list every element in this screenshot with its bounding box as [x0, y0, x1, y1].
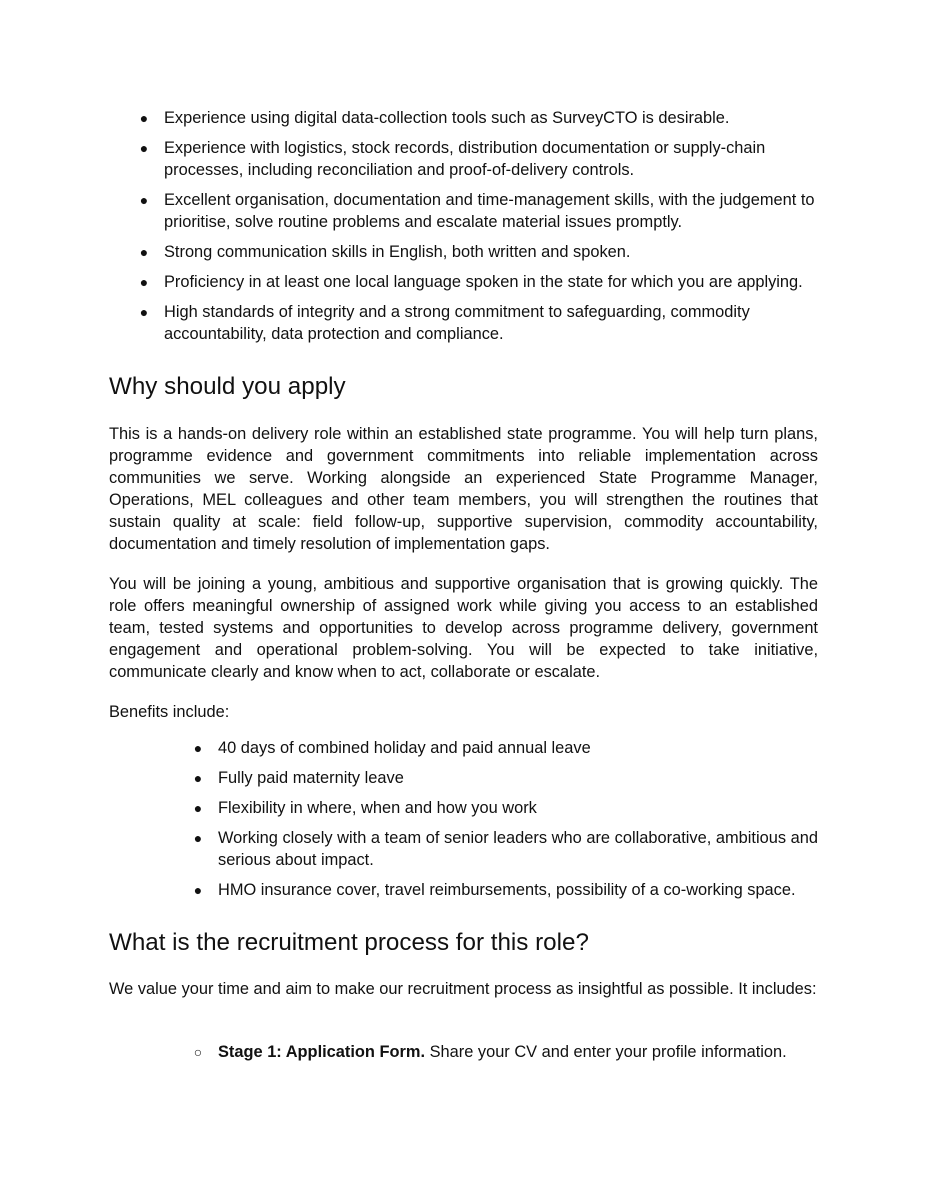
- why-apply-heading: Why should you apply: [109, 373, 346, 400]
- bullet-icon: ●: [139, 140, 149, 156]
- bullet-icon: ●: [139, 304, 149, 320]
- requirement-item: [109, 107, 819, 129]
- recruitment-process-heading: What is the recruitment process for this role?: [109, 929, 589, 956]
- benefit-text: 40 days of combined holiday and paid annual leave: [218, 739, 591, 757]
- benefit-text: Fully paid maternity leave: [218, 769, 404, 787]
- requirement-text: Experience using digital data-collection tools such as SurveyCTO is desirable.: [164, 109, 730, 127]
- requirement-text: Excellent organisation, documentation and time-management skills, with the judgement to prioritise, solve routine problems and escalate material issues promptly.: [164, 191, 815, 231]
- benefit-text: Working closely with a team of senior leaders who are collaborative, ambitious and serious about impact.: [218, 829, 818, 869]
- bullet-icon: ●: [193, 882, 203, 898]
- requirements-list: [109, 107, 819, 353]
- why-apply-paragraph-2: You will be joining a young, ambitious and supportive organisation that is growing quickly. The role offers meaningful ownership of assigned work while giving you access to an established team, tested systems and opportunities to develop across programme delivery, government engagement and operational problem-solving. You will be expected to take initiative, communicate clearly and know when to act, collaborate or escalate.: [109, 575, 818, 681]
- requirement-item: [109, 137, 819, 181]
- benefit-text: HMO insurance cover, travel reimbursements, possibility of a co-working space.: [218, 881, 796, 899]
- bullet-icon: ●: [193, 830, 203, 846]
- bullet-icon: ●: [139, 192, 149, 208]
- bullet-icon: ●: [193, 800, 203, 816]
- bullet-icon: ●: [139, 244, 149, 260]
- why-apply-paragraph-1: This is a hands-on delivery role within an established state programme. You will help turn plans, programme evidence and government commitments into reliable implementation across communities we serve. Working alongside an experienced State Programme Manager, Operations, MEL colleagues and other team members, you will strengthen the routines that sustain quality at scale: field follow-up, supportive supervision, commodity accountability, documentation and timely resolution of implementation gaps.: [109, 425, 818, 553]
- bullet-icon: ●: [139, 110, 149, 126]
- hollow-bullet-icon: ○: [193, 1044, 203, 1060]
- benefits-list: [163, 737, 818, 909]
- benefit-item: [163, 767, 818, 789]
- requirement-text: Experience with logistics, stock records, distribution documentation or supply-chain processes, including reconciliation and proof-of-delivery controls.: [164, 139, 766, 179]
- benefits-intro: Benefits include:: [109, 703, 230, 721]
- stage-label: Stage 1: Application Form.: [218, 1043, 426, 1061]
- bullet-icon: ●: [193, 770, 203, 786]
- benefit-item: [163, 737, 818, 759]
- benefit-item: [163, 827, 818, 871]
- recruitment-stages-list: [163, 1041, 818, 1071]
- bullet-icon: ●: [193, 740, 203, 756]
- requirement-item: [109, 271, 819, 293]
- stage-description: Share your CV and enter your profile information.: [425, 1043, 787, 1061]
- requirement-item: [109, 301, 819, 345]
- requirement-text: Proficiency in at least one local language spoken in the state for which you are applying.: [164, 273, 803, 291]
- benefit-item: [163, 879, 818, 901]
- requirement-text: Strong communication skills in English, both written and spoken.: [164, 243, 631, 261]
- recruitment-stage-item: [163, 1041, 818, 1063]
- requirement-item: [109, 241, 819, 263]
- requirement-item: [109, 189, 819, 233]
- bullet-icon: ●: [139, 274, 149, 290]
- benefit-text: Flexibility in where, when and how you work: [218, 799, 537, 817]
- requirement-text: High standards of integrity and a strong commitment to safeguarding, commodity accountability, data protection and compliance.: [164, 303, 750, 343]
- recruitment-intro: We value your time and aim to make our recruitment process as insightful as possible. It includes:: [109, 980, 817, 998]
- benefit-item: [163, 797, 818, 819]
